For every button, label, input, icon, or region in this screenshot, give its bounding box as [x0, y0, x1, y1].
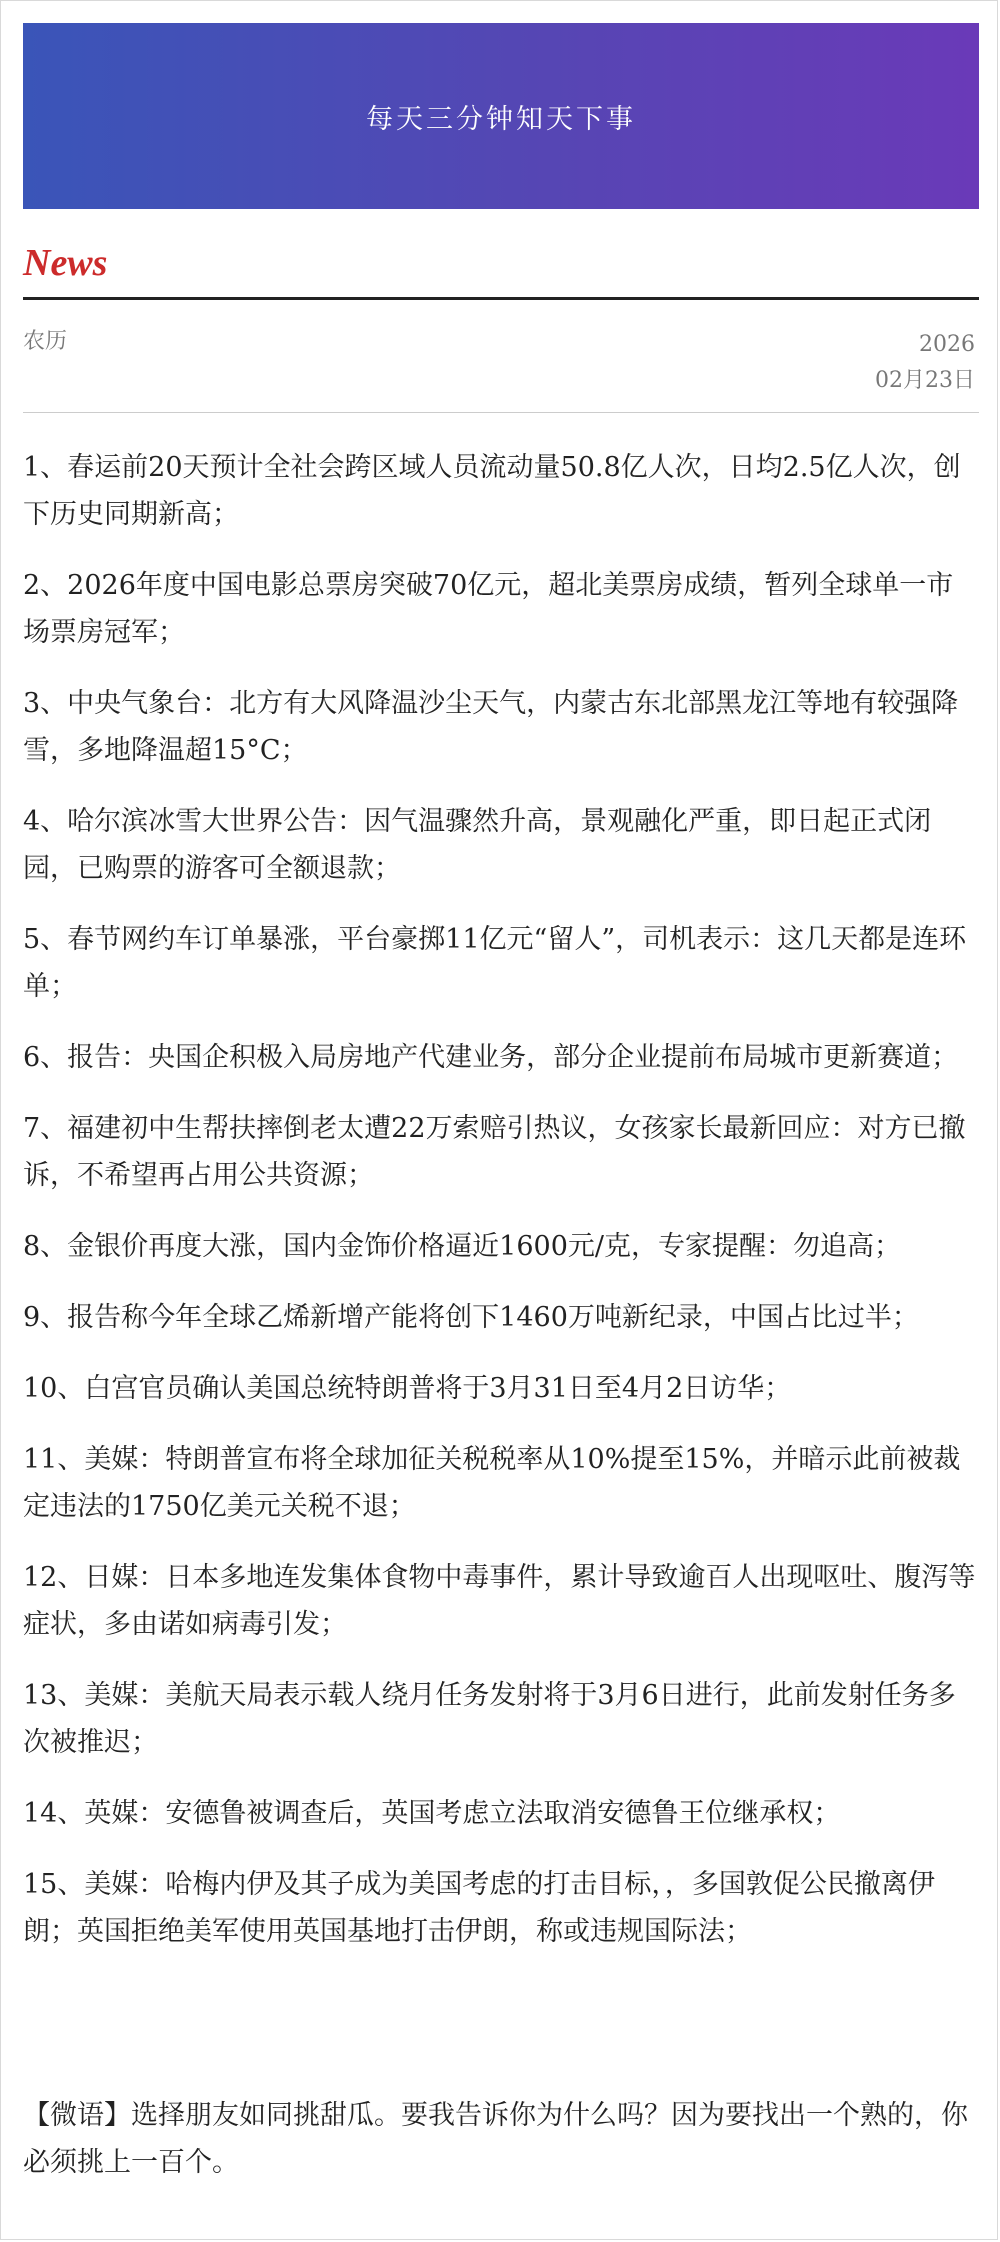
news-item: 2、2026年度中国电影总票房突破70亿元，超北美票房成绩，暂列全球单一市场票房冠军； [23, 570, 954, 648]
news-item: 10、白宫官员确认美国总统特朗普将于3月31日至4月2日访华； [23, 1373, 792, 1404]
news-item: 14、英媒：安德鲁被调查后，英国考虑立法取消安德鲁王位继承权； [23, 1798, 841, 1829]
news-item: 12、日媒：日本多地连发集体食物中毒事件，累计导致逾百人出现呕吐、腹泻等症状，多由诺如病毒引发； [23, 1562, 976, 1640]
date-block [875, 327, 975, 399]
daily-quote: 【微语】选择朋友如同挑甜瓜。要我告诉你为什么吗？因为要找出一个熟的，你必须挑上一百个。 [23, 2100, 968, 2178]
news-list [23, 444, 979, 1979]
news-item: 1、春运前20天预计全社会跨区域人员流动量50.8亿人次，日均2.5亿人次，创下历史同期新高； [23, 452, 961, 530]
news-item: 6、报告：央国企积极入局房地产代建业务，部分企业提前布局城市更新赛道； [23, 1042, 959, 1073]
news-item: 15、美媒：哈梅内伊及其子成为美国考虑的打击目标，，多国敦促公民撤离伊朗；英国拒绝美军使用英国基地打击伊朗，称或违规国际法； [23, 1869, 935, 1947]
news-item: 3、中央气象台：北方有大风降温沙尘天气，内蒙古东北部黑龙江等地有较强降雪，多地降温超15°C； [23, 688, 959, 766]
dateline-divider [23, 412, 979, 413]
date-year: 2026 [919, 332, 975, 357]
banner-title: 每天三分钟知天下事 [366, 103, 636, 135]
header-divider [23, 297, 979, 300]
news-item: 5、春节网约车订单暴涨，平台豪掷11亿元“留人”，司机表示：这几天都是连环单； [23, 924, 967, 1002]
date-day: 02月23日 [875, 368, 975, 393]
news-item: 7、福建初中生帮扶摔倒老太遭22万索赔引热议，女孩家长最新回应：对方已撤诉，不希望再占用公共资源； [23, 1113, 966, 1191]
section-label: News [23, 242, 108, 284]
news-item: 8、金银价再度大涨，国内金饰价格逼近1600元/克，专家提醒：勿追高； [23, 1231, 901, 1262]
lunar-label: 农历 [23, 329, 68, 354]
header-banner [23, 23, 979, 209]
news-item: 4、哈尔滨冰雪大世界公告：因气温骤然升高，景观融化严重，即日起正式闭园，已购票的游客可全额退款； [23, 806, 932, 884]
news-item: 11、美媒：特朗普宣布将全球加征关税税率从10%提至15%，并暗示此前被裁定违法的1750亿美元关税不退； [23, 1444, 961, 1522]
news-item: 13、美媒：美航天局表示载人绕月任务发射将于3月6日进行，此前发射任务多次被推迟； [23, 1680, 956, 1758]
news-item: 9、报告称今年全球乙烯新增产能将创下1460万吨新纪录，中国占比过半； [23, 1302, 919, 1333]
